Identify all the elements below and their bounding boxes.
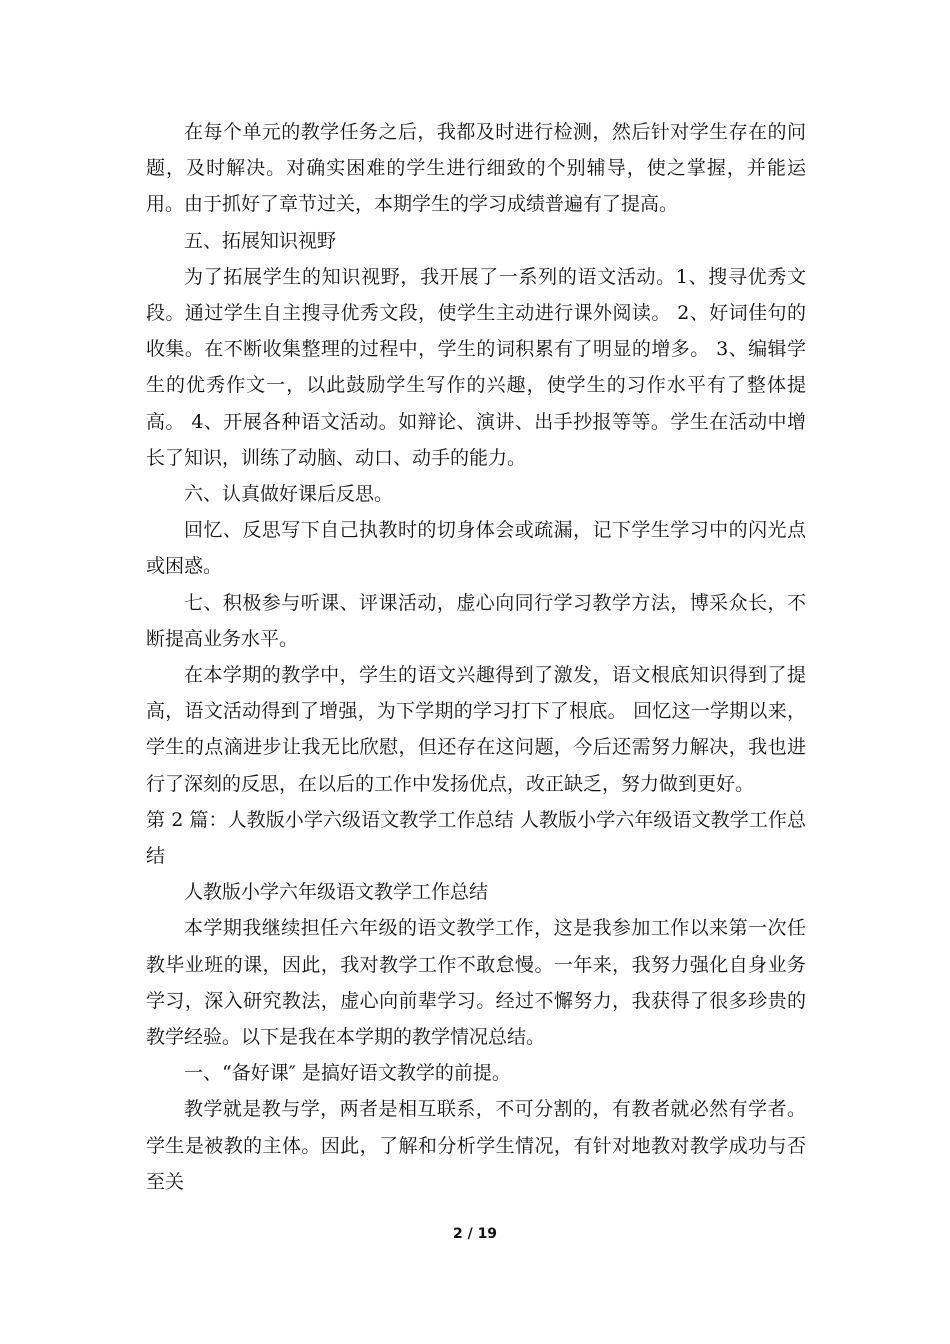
total-pages: 19 — [477, 1226, 498, 1242]
page-separator: / — [467, 1226, 473, 1242]
section-heading: 一、“备好课″ 是搞好语文教学的前提。 — [184, 1062, 511, 1085]
section-heading: 五、拓展知识视野 — [184, 229, 337, 252]
paragraph: 在本学期的教学中，学生的语文兴趣得到了激发，语文根底知识得到了提高，语文活动得到了增强，为下学期的学习打下了根底。 回忆这一学期以来，学生的点滴进步让我无比欣慰，但还存在这问题，今后还需努力解决，我也进行了深刻的反思，在以后的工作中发扬优点，改正缺乏，努力做到更好。 — [146, 664, 806, 795]
section-heading: 六、认真做好课后反思。 — [184, 483, 394, 506]
paragraph: 本学期我继续担任六年级的语文教学工作，这是我参加工作以来第一次任教毕业班的课，因此，我对教学工作不敢怠慢。一年来，我努力强化自身业务学习，深入研究教法，虚心向前辈学习。经过不懈努力，我获得了很多珍贵的教学经验。以下是我在本学期的教学情况总结。 — [146, 917, 806, 1049]
section-heading: 七、积极参与听课、评课活动，虚心向同行学习教学方法，博采众长，不断提高业务水平。 — [146, 591, 806, 650]
paragraph: 为了拓展学生的知识视野，我开展了一系列的语文活动。1、搜寻优秀文段。通过学生自主搜寻优秀文段，使学生主动进行课外阅读。 2、好词佳句的收集。在不断收集整理的过程中，学生的词积累有了明显的增多。 3、编辑学生的优秀作文一，以此鼓励学生写作的兴趣，使学生的习作水平有了整体提高。 4、开展各种语文活动。如辩论、演讲、出手抄报等等。学生在活动中增长了知识，训练了动脑、动口、动手的能力。 — [146, 265, 806, 469]
article-title: 第 2 篇：人教版小学六级语文教学工作总结 人教版小学六年级语文教学工作总结 — [146, 808, 806, 868]
document-body — [146, 114, 806, 1200]
paragraph: 教学就是教与学，两者是相互联系，不可分割的，有教者就必然有学者。学生是被教的主体。因此，了解和分析学生情况，有针对地教对教学成功与否至关 — [146, 1098, 806, 1193]
page-footer — [0, 1226, 950, 1242]
paragraph: 回忆、反思写下自己执教时的切身体会或疏漏，记下学生学习中的闪光点或困惑。 — [146, 519, 806, 578]
paragraph: 在每个单元的教学任务之后，我都及时进行检测，然后针对学生存在的问题，及时解决。对确实困难的学生进行细致的个别辅导，使之掌握，并能运用。由于抓好了章节过关，本期学生的学习成绩普遍有了提高。 — [146, 121, 806, 216]
article-subtitle: 人教版小学六年级语文教学工作总结 — [184, 881, 489, 904]
page-number: 2 — [452, 1226, 463, 1242]
